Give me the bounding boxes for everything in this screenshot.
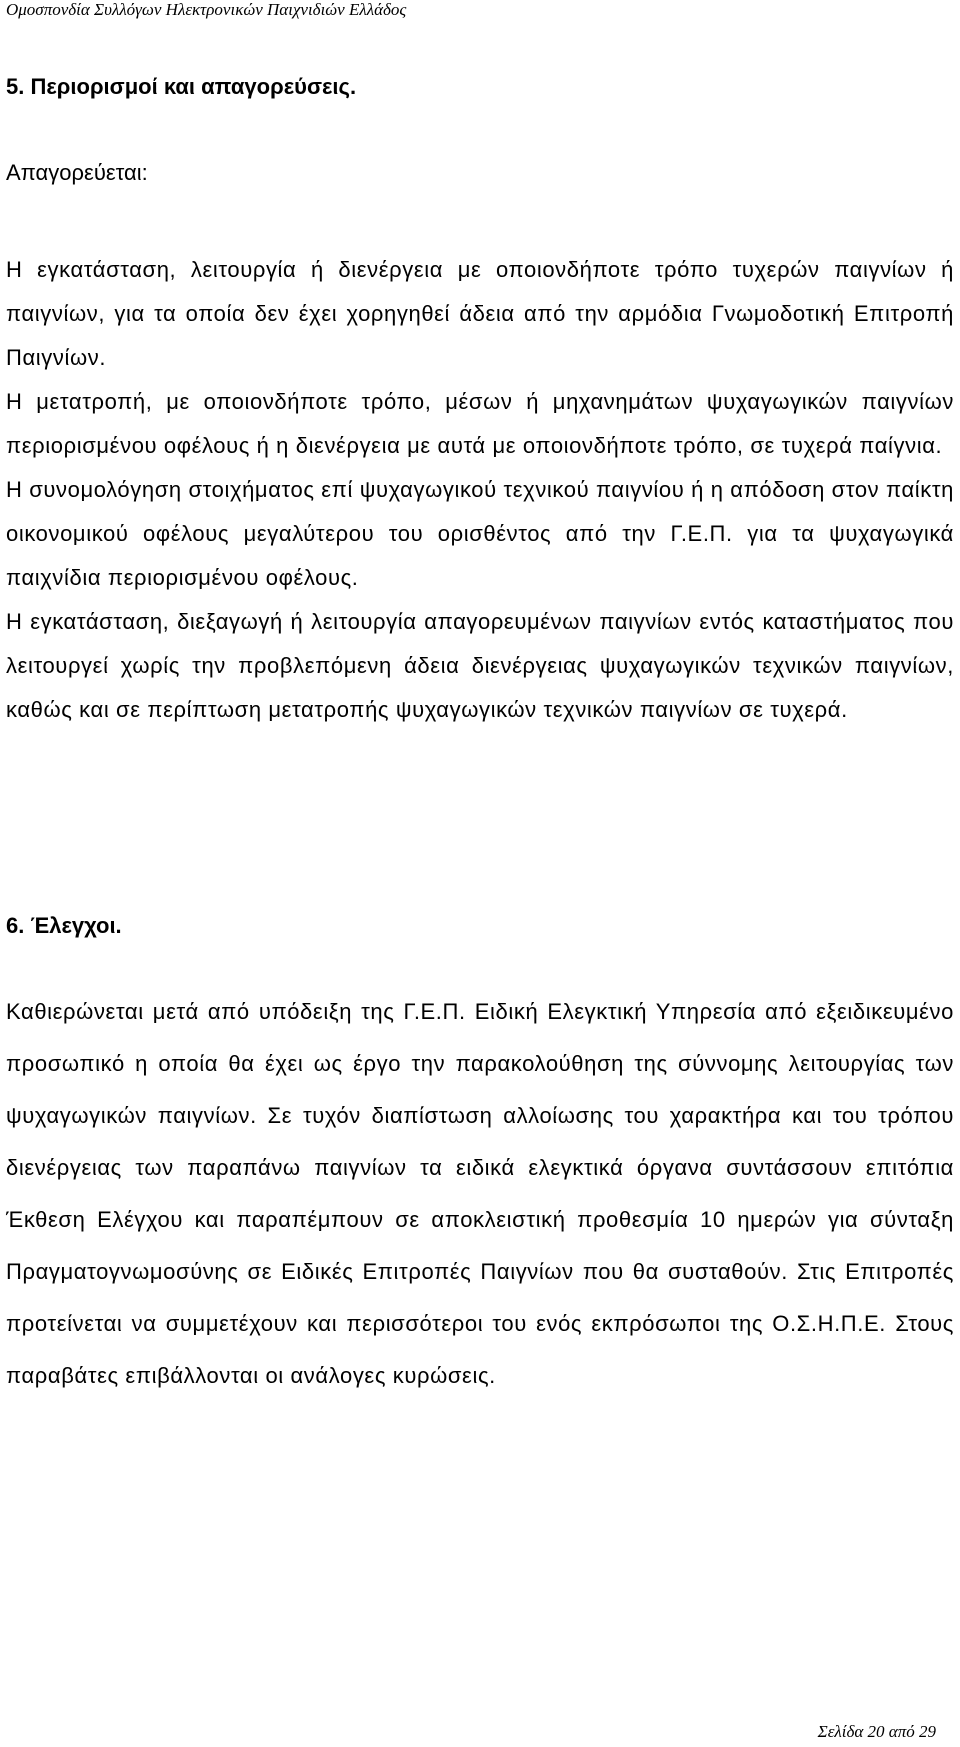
section-5-intro: Απαγορεύεται: xyxy=(6,160,148,185)
prohibition-paragraph-4: Η εγκατάσταση, διεξαγωγή ή λειτουργία απαγορευμένων παιγνίων εντός καταστήματος που λειτουργεί χωρίς την προβλεπόμενη άδεια διενέργειας ψυχαγωγικών τεχνικών παιγνίων, καθώς και σε περίπτωση μετατροπής ψυχαγωγικών τεχνικών παιγνίων σε τυχερά. xyxy=(6,609,954,722)
controls-paragraph: Καθιερώνεται μετά από υπόδειξη της Γ.Ε.Π. Ειδική Ελεγκτική Υπηρεσία από εξειδικευμένο προσωπικό η οποία θα έχει ως έργο την παρακολούθηση της σύννομης λειτουργίας των ψυχαγωγικών παιγνίων. Σε τυχόν διαπίστωση αλλοίωσης του χαρακτήρα και του τρόπου διενέργειας των παραπάνω παιγνίων τα ειδικά ελεγκτικά όργανα συντάσσουν επιτόπια Έκθεση Ελέγχου και παραπέμπουν σε αποκλειστική προθεσμία 10 ημερών για σύνταξη Πραγματογνωμοσύνης σε Ειδικές Επιτροπές Παιγνίων που θα συσταθούν. Στις Επιτροπές προτείνεται να συμμετέχουν και περισσότεροι του ενός εκπρόσωποι της Ο.Σ.Η.Π.Ε. Στους παραβάτες επιβάλλονται οι ανάλογες κυρώσεις. xyxy=(6,999,954,1388)
prohibition-paragraph-3: Η συνομολόγηση στοιχήματος επί ψυχαγωγικού τεχνικού παιγνίου ή η απόδοση στον παίκτη οικονομικού οφέλους μεγαλύτερου του ορισθέντος από την Γ.Ε.Π. για τα ψυχαγωγικά παιχνίδια περιορισμένου οφέλους. xyxy=(6,477,954,590)
section-6-heading: 6. Έλεγχοι. xyxy=(6,913,122,938)
prohibition-paragraph-1: Η εγκατάσταση, λειτουργία ή διενέργεια με οποιονδήποτε τρόπο τυχερών παιγνίων ή παιγνίων, για τα οποία δεν έχει χορηγηθεί άδεια από την αρμόδια Γνωμοδοτική Επιτροπή Παιγνίων. xyxy=(6,257,954,370)
section-6-body xyxy=(6,986,954,1402)
running-header: Ομοσπονδία Συλλόγων Ηλεκτρονικών Παιχνιδιών Ελλάδος xyxy=(6,0,407,19)
prohibition-paragraph-2: Η μετατροπή, με οποιονδήποτε τρόπο, μέσων ή μηχανημάτων ψυχαγωγικών παιγνίων περιορισμένου οφέλους ή η διενέργεια με αυτά με οποιονδήποτε τρόπο, σε τυχερά παίγνια. xyxy=(6,389,954,458)
section-5-heading: 5. Περιορισμοί και απαγορεύσεις. xyxy=(6,74,357,99)
page-number: Σελίδα 20 από 29 xyxy=(817,1722,936,1741)
section-5-body xyxy=(6,248,954,732)
